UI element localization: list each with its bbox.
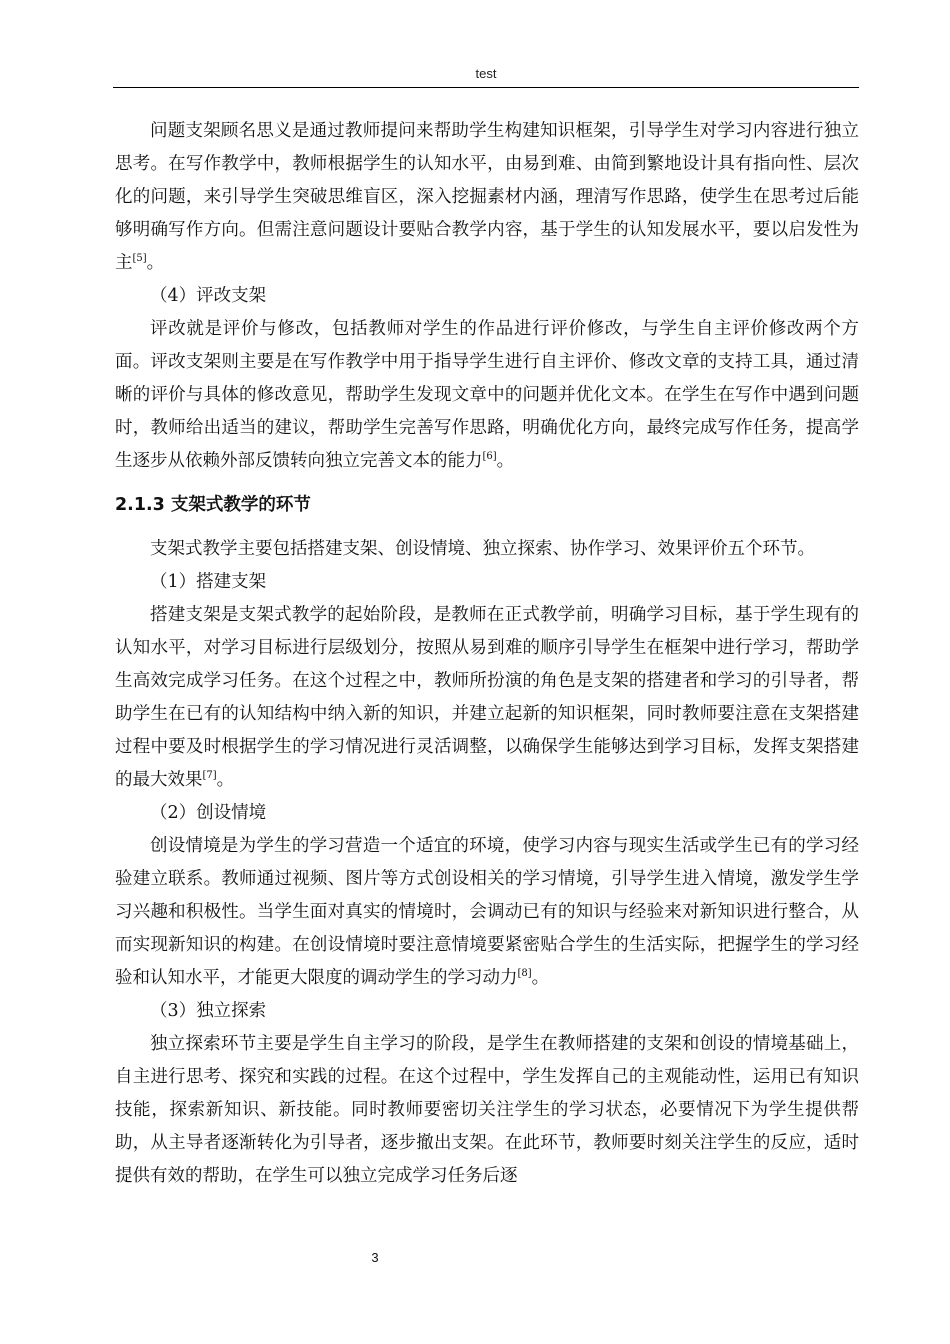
paragraph-create-context <box>115 830 859 995</box>
paragraph-text: 创设情境是为学生的学习营造一个适宜的环境，使学习内容与现实生活或学生已有的学习经验建立联系。教师通过视频、图片等方式创设相关的学习情境，引导学生进入情境，激发学生学习兴趣和积极性。当学生面对真实的情境时，会调动已有的知识与经验来对新知识进行整合，从而实现新知识的构建。在创设情境时要注意情境要紧密贴合学生的生活实际，把握学生的学习经验和认知水平，才能更大限度的调动学生的学习动力 <box>115 836 859 988</box>
citation: [6] <box>482 451 497 462</box>
subheading-independent-exploration: （3）独立探索 <box>150 1001 267 1021</box>
paragraph-text: 问题支架顾名思义是通过教师提问来帮助学生构建知识框架，引导学生对学习内容进行独立思考。在写作教学中，教师根据学生的认知水平，由易到难、由简到繁地设计具有指向性、层次化的问题，来引导学生突破思维盲区，深入挖掘素材内涵，理清写作思路，使学生在思考过后能够明确写作方向。但需注意问题设计要贴合教学内容，基于学生的认知发展水平，要以启发性为主 <box>115 121 859 273</box>
paragraph-intro-steps: 支架式教学主要包括搭建支架、创设情境、独立探索、协作学习、效果评价五个环节。 <box>150 539 815 559</box>
paragraph-text: 评改就是评价与修改，包括教师对学生的作品进行评价修改，与学生自主评价修改两个方面。评改支架则主要是在写作教学中用于指导学生进行自主评价、修改文章的支持工具，通过清晰的评价与具体的修改意见，帮助学生发现文章中的问题并优化文本。在学生在写作中遇到问题时，教师给出适当的建议，帮助学生完善写作思路，明确优化方向，最终完成写作任务，提高学生逐步从依赖外部反馈转向独立完善文本的能力 <box>115 319 859 471</box>
citation: [7] <box>202 770 217 781</box>
page-header: test <box>475 66 497 81</box>
section-heading: 2.1.3 支架式教学的环节 <box>115 495 311 515</box>
paragraph-question-scaffold <box>115 115 859 280</box>
paragraph-tail: 。 <box>146 253 165 273</box>
page-body <box>115 115 859 1193</box>
paragraph-build-scaffold <box>115 599 859 797</box>
citation: [5] <box>132 253 147 264</box>
citation: [8] <box>517 968 532 979</box>
page-number: 3 <box>371 1250 379 1265</box>
paragraph-independent-exploration: 独立探索环节主要是学生自主学习的阶段，是学生在教师搭建的支架和创设的情境基础上，自主进行思考、探究和实践的过程。在这个过程中，学生发挥自己的主观能动性，运用已有知识技能，探索新知识、新技能。同时教师要密切关注学生的学习状态，必要情况下为学生提供帮助，从主导者逐渐转化为引导者，逐步撤出支架。在此环节，教师要时刻关注学生的反应，适时提供有效的帮助，在学生可以独立完成学习任务后逐 <box>115 1034 859 1186</box>
paragraph-evaluation-scaffold <box>115 313 859 478</box>
paragraph-tail: 。 <box>496 451 515 471</box>
header-rule <box>113 87 859 88</box>
subheading-create-context: （2）创设情境 <box>150 803 267 823</box>
subheading-evaluation-scaffold: （4）评改支架 <box>150 286 267 306</box>
paragraph-tail: 。 <box>216 770 235 790</box>
paragraph-text: 搭建支架是支架式教学的起始阶段，是教师在正式教学前，明确学习目标，基于学生现有的认知水平，对学习目标进行层级划分，按照从易到难的顺序引导学生在框架中进行学习，帮助学生高效完成学习任务。在这个过程之中，教师所扮演的角色是支架的搭建者和学习的引导者，帮助学生在已有的认知结构中纳入新的知识，并建立起新的知识框架，同时教师要注意在支架搭建过程中要及时根据学生的学习情况进行灵活调整，以确保学生能够达到学习目标，发挥支架搭建的最大效果 <box>115 605 859 790</box>
paragraph-tail: 。 <box>531 968 550 988</box>
subheading-build-scaffold: （1）搭建支架 <box>150 572 267 592</box>
